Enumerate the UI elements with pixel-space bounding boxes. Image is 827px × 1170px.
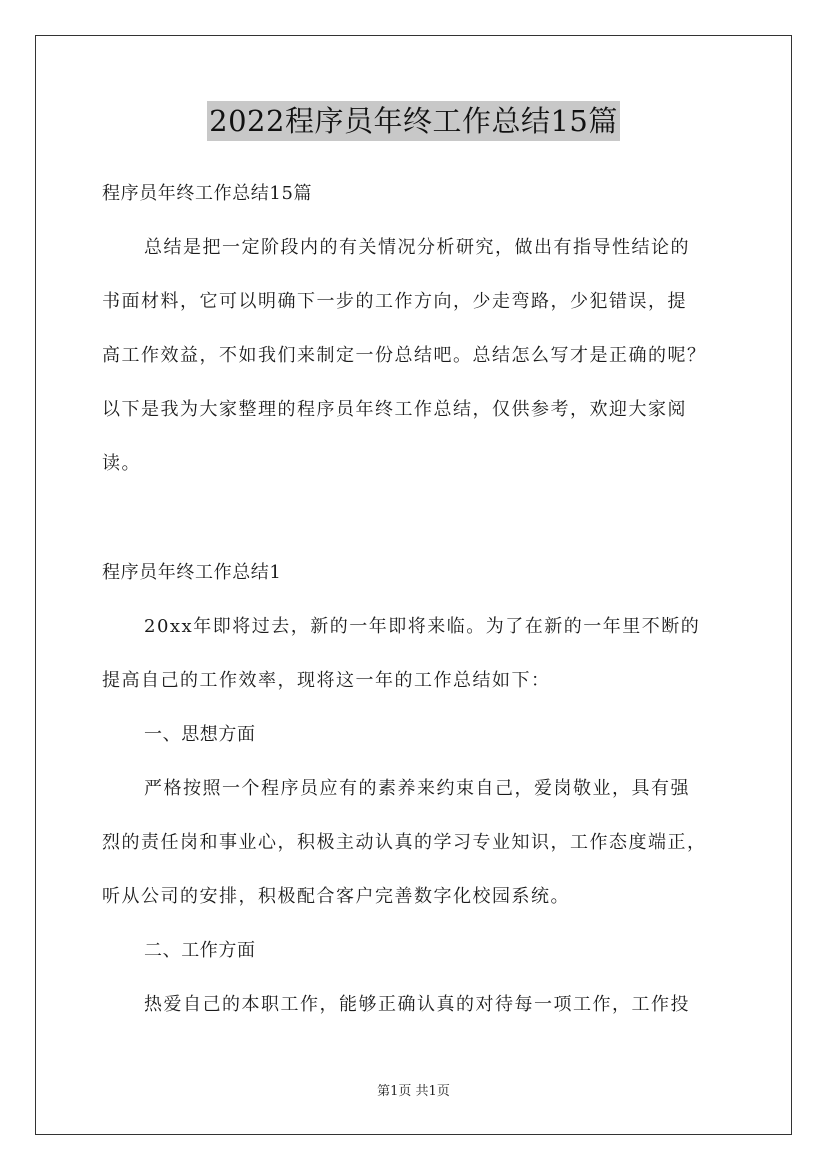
document-subtitle: 程序员年终工作总结15篇: [102, 183, 313, 204]
section-heading: 程序员年终工作总结1: [102, 562, 282, 583]
paragraph-line: 烈的责任岗和事业心，积极主动认真的学习专业知识，工作态度端正，: [102, 832, 707, 853]
paragraph-line: 总结是把一定阶段内的有关情况分析研究，做出有指导性结论的: [144, 237, 690, 258]
paragraph-line: 提高自己的工作效率，现将这一年的工作总结如下：: [102, 670, 551, 691]
paragraph-line: 热爱自己的本职工作，能够正确认真的对待每一项工作，工作投: [144, 994, 690, 1015]
document-title: 2022程序员年终工作总结15篇: [207, 101, 620, 141]
paragraph-line: 以下是我为大家整理的程序员年终工作总结，仅供参考，欢迎大家阅: [102, 399, 687, 420]
paragraph-line: 听从公司的安排，积极配合客户完善数字化校园系统。: [102, 886, 570, 907]
paragraph-line: 书面材料，它可以明确下一步的工作方向，少走弯路，少犯错误，提: [102, 291, 687, 312]
paragraph-line: 严格按照一个程序员应有的素养来约束自己，爱岗敬业，具有强: [144, 778, 690, 799]
paragraph-line: 高工作效益，不如我们来制定一份总结吧。总结怎么写才是正确的呢？: [102, 345, 707, 366]
subsection-heading: 一、思想方面: [144, 724, 256, 745]
page-number-footer: 第1页 共1页: [377, 1084, 450, 1099]
title-container: [0, 101, 827, 141]
paragraph-line: 读。: [102, 453, 141, 474]
paragraph-line: 20xx年即将过去，新的一年即将来临。为了在新的一年里不断的: [144, 616, 701, 637]
subsection-heading: 二、工作方面: [144, 940, 256, 961]
